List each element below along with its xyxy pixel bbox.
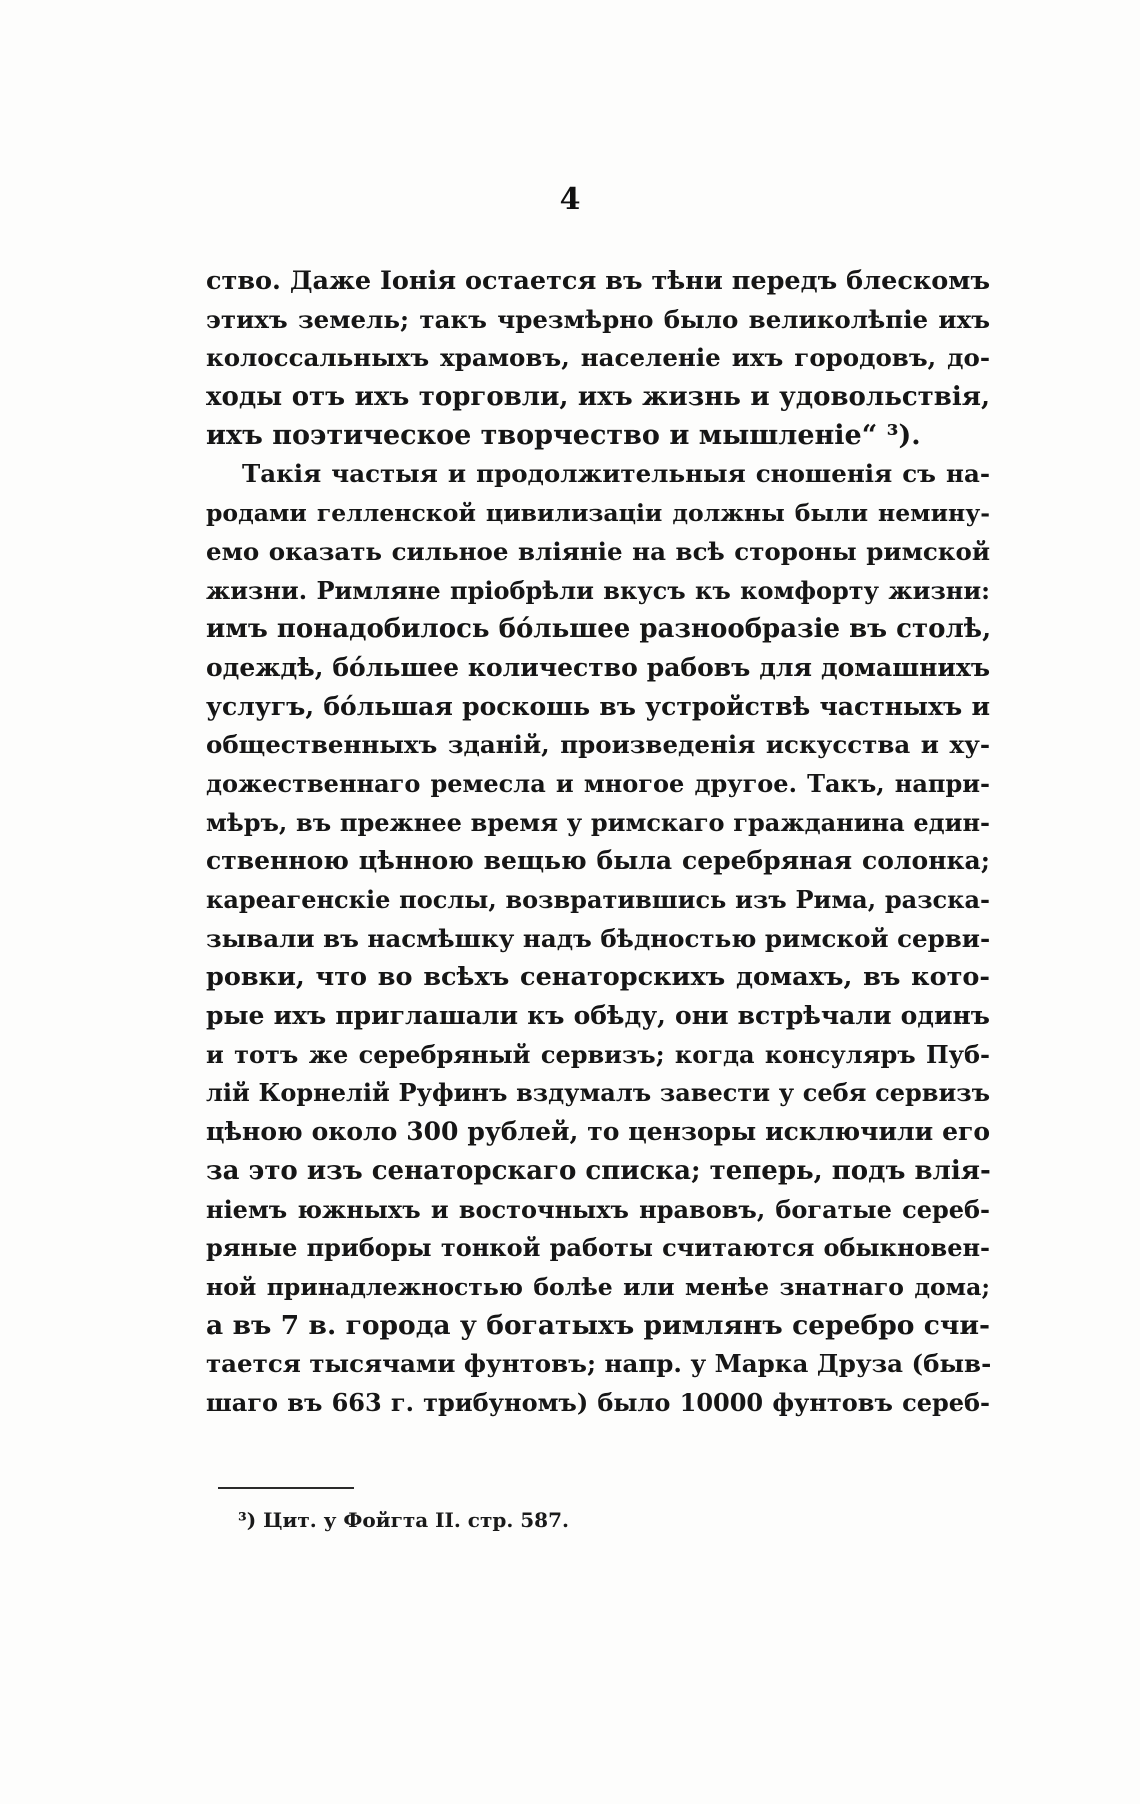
- text-line: общественныхъ зданій, произведенія искусства и ху-: [206, 730, 990, 760]
- text-line: рые ихъ приглашали къ обѣду, они встрѣчали одинъ: [206, 1001, 990, 1031]
- text-line: емо оказать сильное вліяніе на всѣ стороны римской: [206, 536, 990, 566]
- text-line: этихъ земель; такъ чрезмѣрно было великолѣпіе ихъ: [206, 304, 990, 334]
- text-line: а въ 7 в. города у богатыхъ римлянъ серебро счи-: [206, 1309, 990, 1341]
- text-line: одеждѣ, бо́льшее количество рабовъ для домашнихъ: [206, 652, 990, 682]
- text-line: колоссальныхъ храмовъ, населеніе ихъ городовъ, до-: [206, 343, 990, 373]
- text-line: за это изъ сенаторскаго списка; теперь, подъ влія-: [206, 1155, 991, 1186]
- text-line: ровки, что во всѣхъ сенаторскихъ домахъ, въ кото-: [206, 962, 990, 993]
- text-line: шаго въ 663 г. трибуномъ) было 10000 фунтовъ сереб-: [206, 1387, 990, 1417]
- text-line: кареагенскіе послы, возвратившись изъ Рима, разска-: [206, 885, 990, 914]
- body-text: [206, 262, 990, 1423]
- text-line: цѣною около 300 рублей, то цензоры исключили его: [206, 1117, 990, 1147]
- text-line: услугъ, бо́льшая роскошь въ устройствѣ частныхъ и: [206, 691, 990, 721]
- text-line: Такія частыя и продолжительныя сношенія съ на-: [242, 459, 990, 489]
- text-line: лій Корнелій Руфинъ вздумалъ завести у себя сервизъ: [206, 1078, 990, 1108]
- text-line: ніемъ южныхъ и восточныхъ нравовъ, богатые сереб-: [206, 1194, 990, 1224]
- text-line: дожественнаго ремесла и многое другое. Такъ, напри-: [206, 768, 990, 798]
- text-line: имъ понадобилось бо́льшее разнообразіе въ столѣ,: [206, 614, 992, 645]
- text-line: тается тысячами фунтовъ; напр. у Марка Друза (быв-: [206, 1349, 992, 1379]
- text-line: ственною цѣнною вещью была серебряная солонка;: [206, 846, 990, 876]
- footnote-divider: [218, 1487, 354, 1489]
- text-line: и тотъ же серебряный сервизъ; когда консуляръ Пуб-: [206, 1039, 990, 1069]
- footnote: ³) Цит. у Фойгта II. стр. 587.: [238, 1508, 569, 1532]
- text-line: жизни. Римляне пріобрѣли вкусъ къ комфорту жизни:: [206, 575, 990, 605]
- text-line: ихъ поэтическое творчество и мышленіе“ ³).: [206, 419, 921, 451]
- text-line: ной принадлежностью болѣе или менѣе знатнаго дома;: [206, 1272, 990, 1301]
- text-line: ходы отъ ихъ торговли, ихъ жизнь и удовольствія,: [206, 382, 990, 413]
- text-line: ство. Даже Іонія остается въ тѣни передъ блескомъ: [206, 266, 990, 296]
- text-line: зывали въ насмѣшку надъ бѣдностью римской серви-: [206, 923, 991, 953]
- text-line: ряные приборы тонкой работы считаются обыкновен-: [206, 1233, 990, 1263]
- text-line: родами гелленской цивилизаціи должны были немину-: [206, 499, 990, 528]
- text-line: мѣръ, въ прежнее время у римскаго гражданина един-: [206, 807, 990, 837]
- page-number: 4: [559, 182, 581, 217]
